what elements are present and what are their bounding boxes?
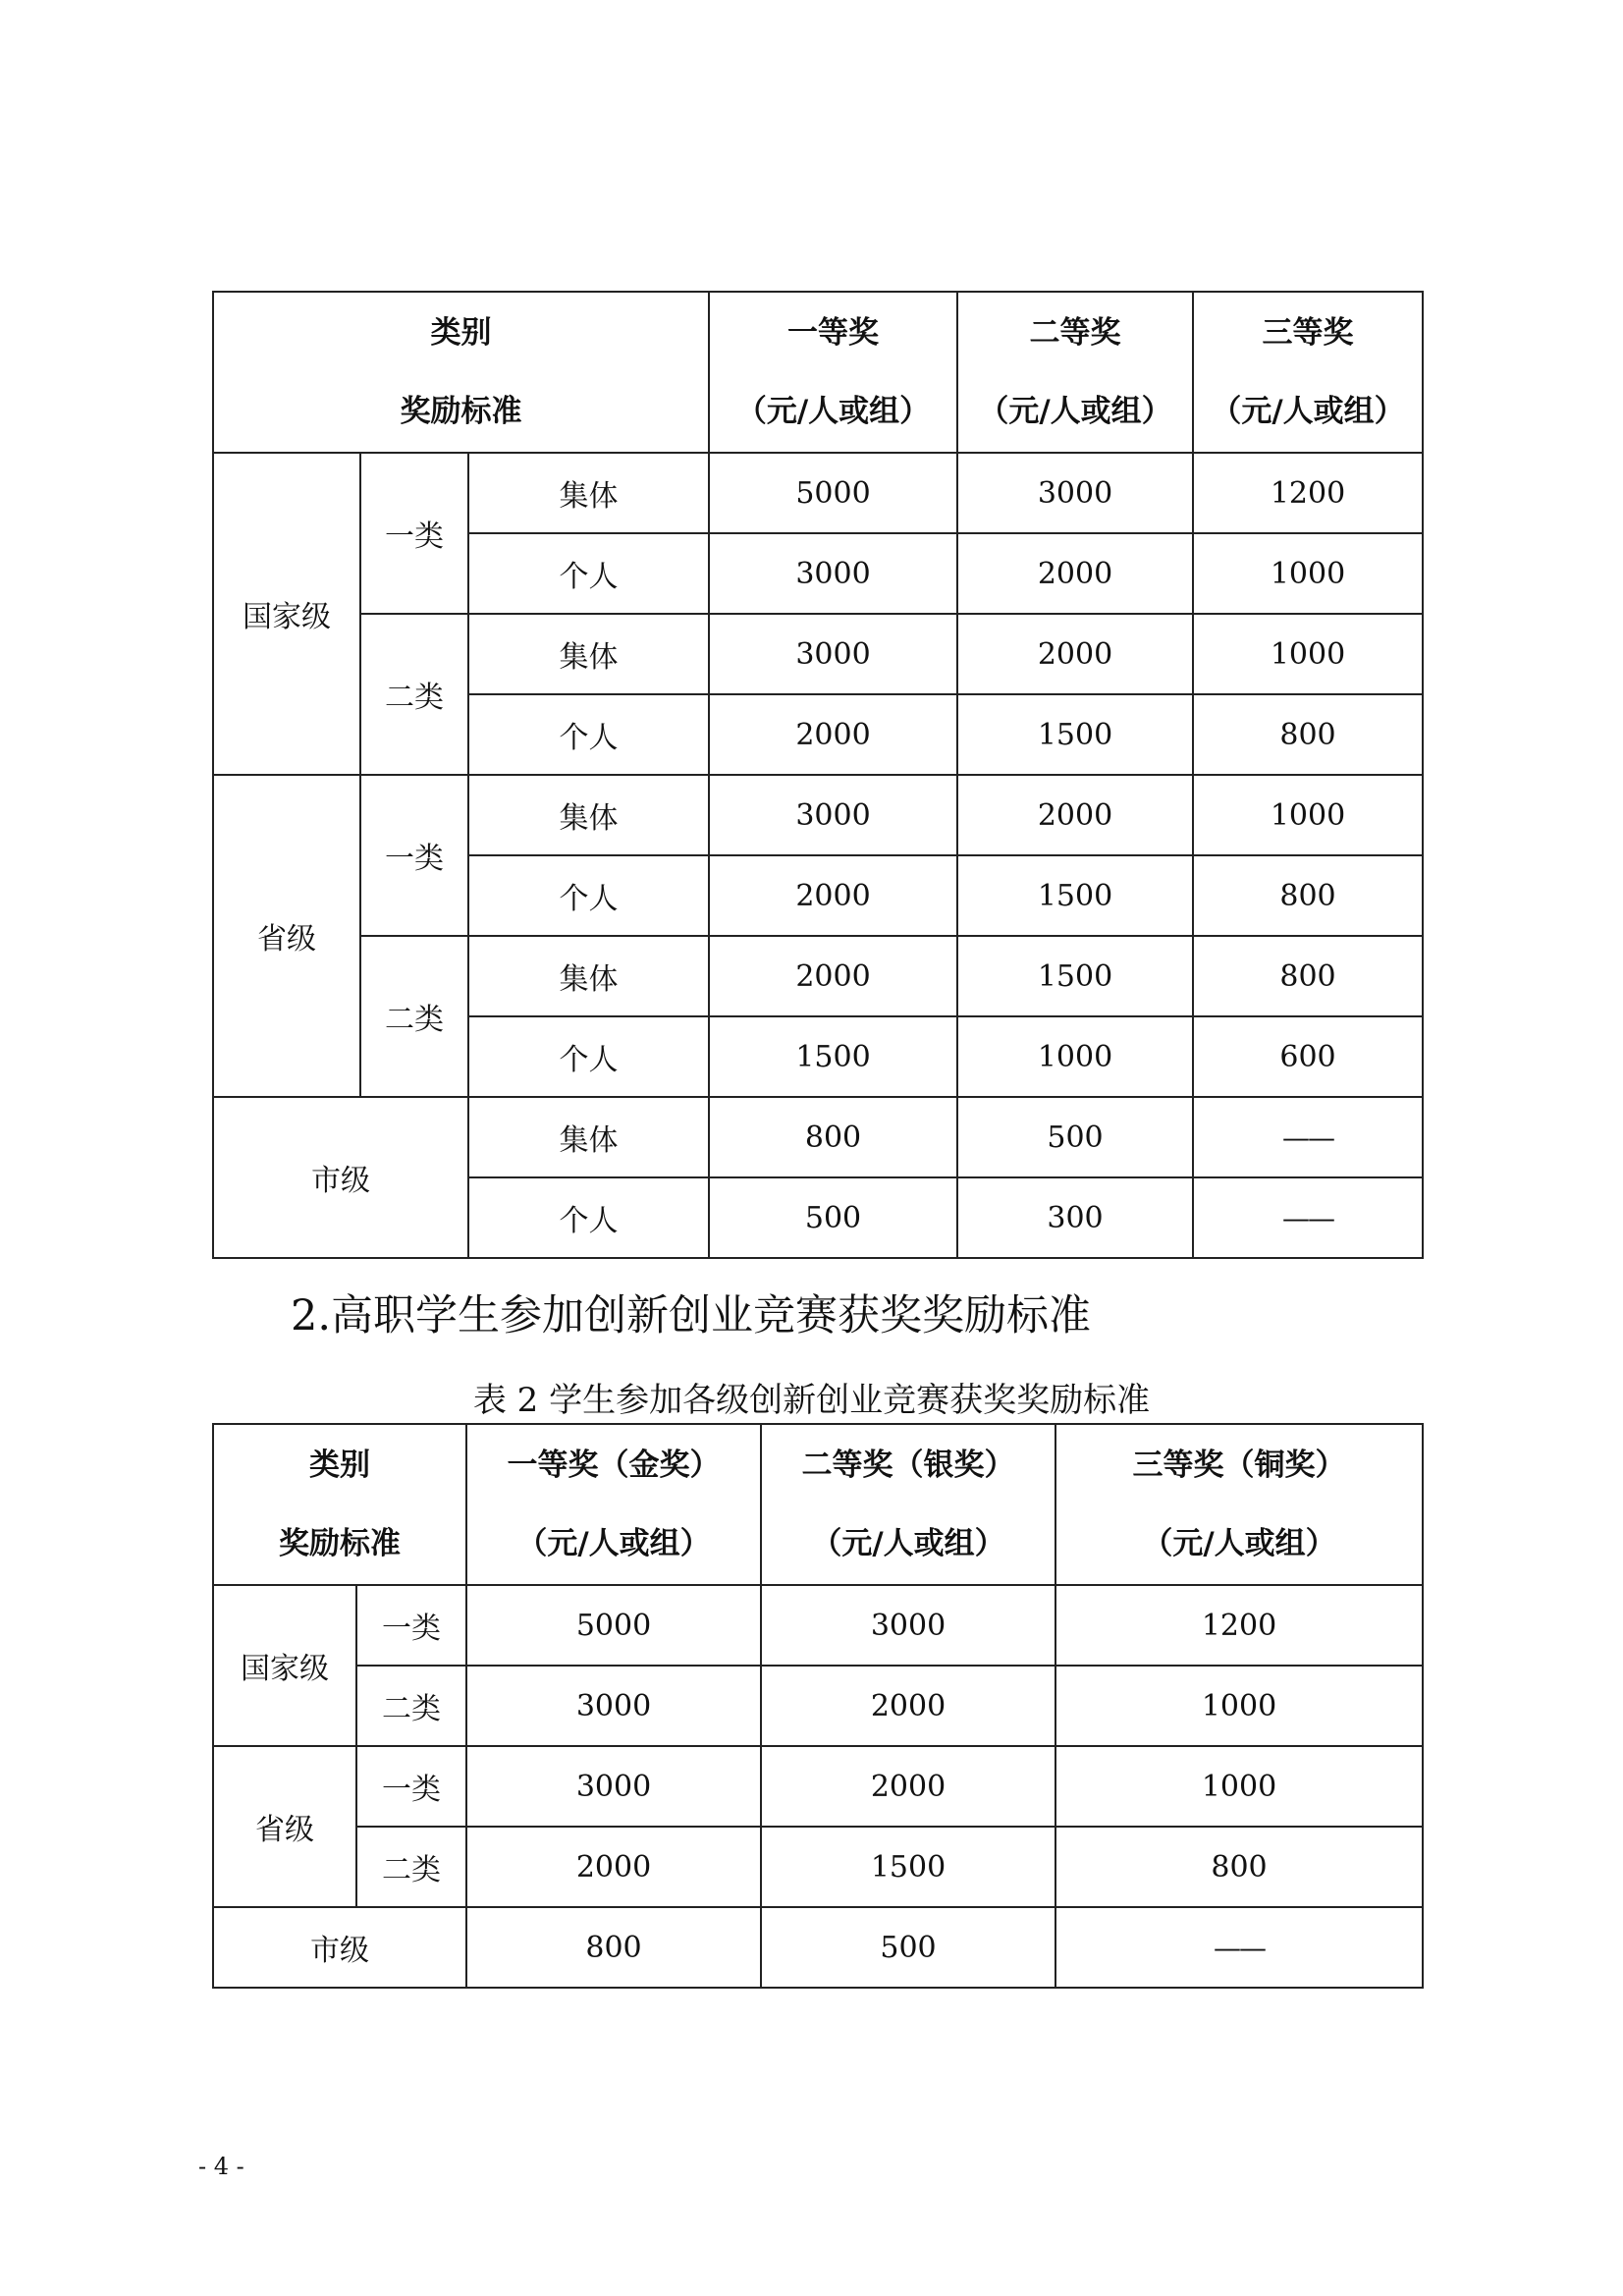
type-individual: 个人: [468, 855, 709, 936]
value-cell: 1500: [761, 1827, 1055, 1907]
class-second: 二类: [360, 614, 468, 775]
value-cell: 2000: [957, 775, 1193, 855]
page-number: - 4 -: [198, 2153, 244, 2180]
value-cell: 2000: [709, 936, 957, 1016]
award-label: 一等奖（金奖）: [507, 1448, 721, 1483]
value-cell: 800: [1055, 1827, 1423, 1907]
value-cell: 3000: [466, 1746, 761, 1827]
header-standard: 奖励标准: [400, 394, 522, 429]
section-heading: 2.高职学生参加创新创业竞赛获奖奖励标准: [291, 1291, 1092, 1340]
value-cell: 2000: [761, 1746, 1055, 1827]
award-label: 二等奖（银奖）: [801, 1448, 1015, 1483]
value-cell: ——: [1055, 1907, 1423, 1988]
header-first-prize: [709, 292, 957, 453]
value-cell: 2000: [709, 855, 957, 936]
type-individual: 个人: [468, 1016, 709, 1097]
value-cell: 2000: [466, 1827, 761, 1907]
type-individual: 个人: [468, 694, 709, 775]
value-cell: 3000: [761, 1585, 1055, 1666]
header-category-cell: [213, 292, 709, 453]
value-cell: 2000: [957, 614, 1193, 694]
value-cell: 1500: [957, 694, 1193, 775]
value-cell: 1500: [957, 936, 1193, 1016]
value-cell: 1200: [1193, 453, 1423, 533]
level-city: 市级: [213, 1907, 466, 1988]
type-group: 集体: [468, 453, 709, 533]
class-second: 二类: [360, 936, 468, 1097]
type-group: 集体: [468, 936, 709, 1016]
value-cell: 500: [761, 1907, 1055, 1988]
level-national: 国家级: [213, 453, 360, 775]
header-category: 类别: [430, 315, 492, 351]
header-gold: [466, 1424, 761, 1585]
value-cell: 2000: [761, 1666, 1055, 1746]
header-standard: 奖励标准: [279, 1526, 401, 1561]
header-category-cell: [213, 1424, 466, 1585]
value-cell: 5000: [709, 453, 957, 533]
value-cell: 800: [466, 1907, 761, 1988]
class-first: 一类: [356, 1585, 466, 1666]
award-label: 三等奖: [1262, 315, 1354, 351]
unit-label: （元/人或组）: [516, 1526, 711, 1561]
value-cell: 3000: [709, 614, 957, 694]
header-category: 类别: [309, 1448, 370, 1483]
unit-label: （元/人或组）: [811, 1526, 1005, 1561]
value-cell: 5000: [466, 1585, 761, 1666]
header-third-prize: [1193, 292, 1423, 453]
value-cell: 2000: [709, 694, 957, 775]
value-cell: 500: [709, 1177, 957, 1258]
value-cell: ——: [1193, 1097, 1423, 1177]
value-cell: 1000: [1055, 1666, 1423, 1746]
value-cell: 800: [1193, 936, 1423, 1016]
value-cell: 1200: [1055, 1585, 1423, 1666]
class-first: 一类: [360, 453, 468, 614]
unit-label: （元/人或组）: [735, 394, 931, 429]
award-label: 三等奖（铜奖）: [1132, 1448, 1346, 1483]
type-group: 集体: [468, 614, 709, 694]
class-second: 二类: [356, 1827, 466, 1907]
value-cell: 1000: [1193, 533, 1423, 614]
level-city: 市级: [213, 1097, 468, 1258]
type-individual: 个人: [468, 1177, 709, 1258]
value-cell: ——: [1193, 1177, 1423, 1258]
value-cell: 1000: [1193, 614, 1423, 694]
type-group: 集体: [468, 1097, 709, 1177]
level-provincial: 省级: [213, 775, 360, 1097]
header-bronze: [1055, 1424, 1423, 1585]
value-cell: 2000: [957, 533, 1193, 614]
value-cell: 800: [709, 1097, 957, 1177]
level-provincial: 省级: [213, 1746, 356, 1907]
award-label: 一等奖: [787, 315, 879, 351]
header-silver: [761, 1424, 1055, 1585]
type-group: 集体: [468, 775, 709, 855]
value-cell: 1000: [1055, 1746, 1423, 1827]
value-cell: 300: [957, 1177, 1193, 1258]
table-caption: 表 2 学生参加各级创新创业竞赛获奖奖励标准: [472, 1381, 1151, 1420]
class-first: 一类: [356, 1746, 466, 1827]
award-table-1: [212, 291, 1424, 1259]
class-second: 二类: [356, 1666, 466, 1746]
value-cell: 1000: [1193, 775, 1423, 855]
unit-label: （元/人或组）: [978, 394, 1172, 429]
unit-label: （元/人或组）: [1211, 394, 1405, 429]
award-label: 二等奖: [1029, 315, 1121, 351]
value-cell: 3000: [466, 1666, 761, 1746]
level-national: 国家级: [213, 1585, 356, 1746]
award-table-2: [212, 1423, 1424, 1989]
value-cell: 800: [1193, 694, 1423, 775]
header-second-prize: [957, 292, 1193, 453]
value-cell: 3000: [957, 453, 1193, 533]
value-cell: 3000: [709, 775, 957, 855]
unit-label: （元/人或组）: [1142, 1526, 1336, 1561]
value-cell: 1500: [957, 855, 1193, 936]
class-first: 一类: [360, 775, 468, 936]
value-cell: 800: [1193, 855, 1423, 936]
value-cell: 1000: [957, 1016, 1193, 1097]
value-cell: 600: [1193, 1016, 1423, 1097]
type-individual: 个人: [468, 533, 709, 614]
value-cell: 3000: [709, 533, 957, 614]
value-cell: 500: [957, 1097, 1193, 1177]
value-cell: 1500: [709, 1016, 957, 1097]
